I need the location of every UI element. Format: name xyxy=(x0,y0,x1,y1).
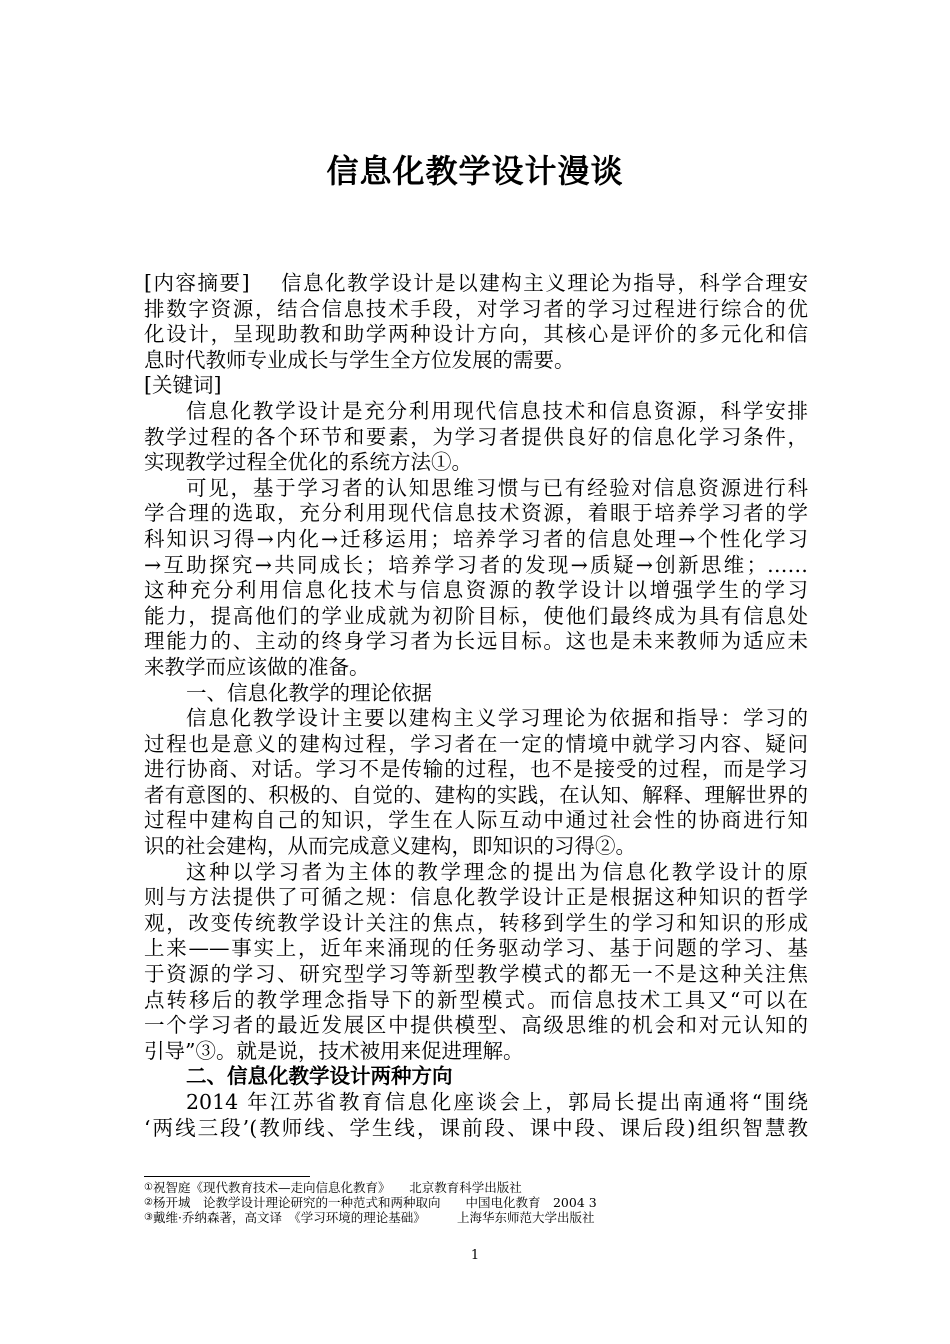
footnote-mark: ③ xyxy=(144,1212,153,1223)
document-body xyxy=(144,271,808,1141)
text-line: 学合理的选取，充分利用现代信息技术资源，着眼于培养学习者的学 xyxy=(144,501,808,526)
text-line: 2014 年江苏省教育信息化座谈会上，郭局长提出南通将“围绕 xyxy=(186,1090,808,1114)
footnote-text: 祝智庭《现代教育技术—走向信息化教育》 北京教育科学出版社 xyxy=(152,1180,522,1195)
text-line: 观，改变传统教学设计关注的焦点，转移到学生的学习和知识的形成 xyxy=(144,910,808,935)
text-line: 过程也是意义的建构过程，学习者在一定的情境中就学习内容、疑问 xyxy=(144,731,808,756)
text-line: →互助探究→共同成长；培养学习者的发现→质疑→创新思维；…… xyxy=(144,552,808,577)
text-line: 过程中建构自己的知识，学生在人际互动中通过社会性的协商进行知 xyxy=(144,808,808,833)
text-line: 可见，基于学习者的认知思维习惯与已有经验对信息资源进行科 xyxy=(186,475,808,500)
footnote-mark: ② xyxy=(144,1197,153,1208)
text-line: 科知识习得→内化→迁移运用；培养学习者的信息处理→个性化学习 xyxy=(144,526,808,551)
text-line: 化设计，呈现助教和助学两种设计方向，其核心是评价的多元化和信 xyxy=(144,322,808,347)
page-number: 1 xyxy=(470,1248,480,1263)
footnote-text: 杨开城 论教学设计理论研究的一种范式和两种取向 中国电化教育 2004 3 xyxy=(152,1195,597,1210)
text-line: 息时代教师专业成长与学生全方位发展的需要。 xyxy=(144,347,575,372)
text-line: 能力，提高他们的学业成就为初阶目标，使他们最终成为具有信息处 xyxy=(144,603,808,628)
footnote-separator xyxy=(144,1176,310,1177)
text-line: 理能力的、主动的终身学习者为长远目标。这也是未来教师为适应未 xyxy=(144,629,808,654)
footnote xyxy=(144,1195,808,1210)
text-line: 实现教学过程全优化的系统方法①。 xyxy=(144,450,472,475)
text-line: 进行协商、对话。学习不是传输的过程，也不是接受的过程，而是学习 xyxy=(144,757,808,782)
text-line: ‘两线三段’(教师线、学生线，课前段、课中段、课后段)组织智慧教 xyxy=(144,1115,808,1140)
text-line: 识的社会建构，从而完成意义建构，即知识的习得②。 xyxy=(144,834,636,859)
text-line: 上来——事实上，近年来涌现的任务驱动学习、基于问题的学习、基 xyxy=(144,936,808,961)
text-line: 这种以学习者为主体的教学理念的提出为信息化教学设计的原 xyxy=(186,859,808,884)
text-line: 于资源的学习、研究型学习等新型教学模式的都无一不是这种关注焦 xyxy=(144,962,808,987)
text-line: 一个学习者的最近发展区中提供模型、高级思维的机会和对元认知的 xyxy=(144,1013,808,1038)
text-line: 信息化教学设计主要以建构主义学习理论为依据和指导：学习的 xyxy=(186,706,808,731)
footnote xyxy=(144,1210,808,1225)
text-line: [内容摘要] 信息化教学设计是以建构主义理论为指导，科学合理安 xyxy=(144,271,808,295)
text-line: 者有意图的、积极的、自觉的、建构的实践，在认知、解释、理解世界的 xyxy=(144,782,808,807)
text-line: 点转移后的教学理念指导下的新型模式。而信息技术工具又“可以在 xyxy=(144,987,808,1012)
footnote-text: 戴维·乔纳森著，高文译 《学习环境的理论基础》 上海华东师范大学出版社 xyxy=(152,1210,595,1225)
text-line: 二、信息化教学设计两种方向 xyxy=(186,1064,453,1089)
text-line: [关键词] xyxy=(144,373,222,398)
text-line: 来教学而应该做的准备。 xyxy=(144,654,370,679)
text-line: 引导”③。就是说，技术被用来促进理解。 xyxy=(144,1038,524,1063)
text-line: 这种充分利用信息化技术与信息资源的教学设计以增强学生的学习 xyxy=(144,578,808,603)
footnote xyxy=(144,1180,808,1195)
text-line: 信息化教学设计是充分利用现代信息技术和信息资源，科学安排 xyxy=(186,398,808,423)
text-line: 排数字资源，结合信息技术手段，对学习者的学习过程进行综合的优 xyxy=(144,296,808,321)
footnotes xyxy=(144,1180,808,1225)
footnote-mark: ① xyxy=(144,1182,153,1193)
text-line: 一、信息化教学的理论依据 xyxy=(186,680,432,705)
text-line: 教学过程的各个环节和要素，为学习者提供良好的信息化学习条件， xyxy=(144,424,808,449)
text-line: 则与方法提供了可循之规：信息化教学设计正是根据这种知识的哲学 xyxy=(144,885,808,910)
document-title: 信息化教学设计漫谈 xyxy=(326,152,624,190)
